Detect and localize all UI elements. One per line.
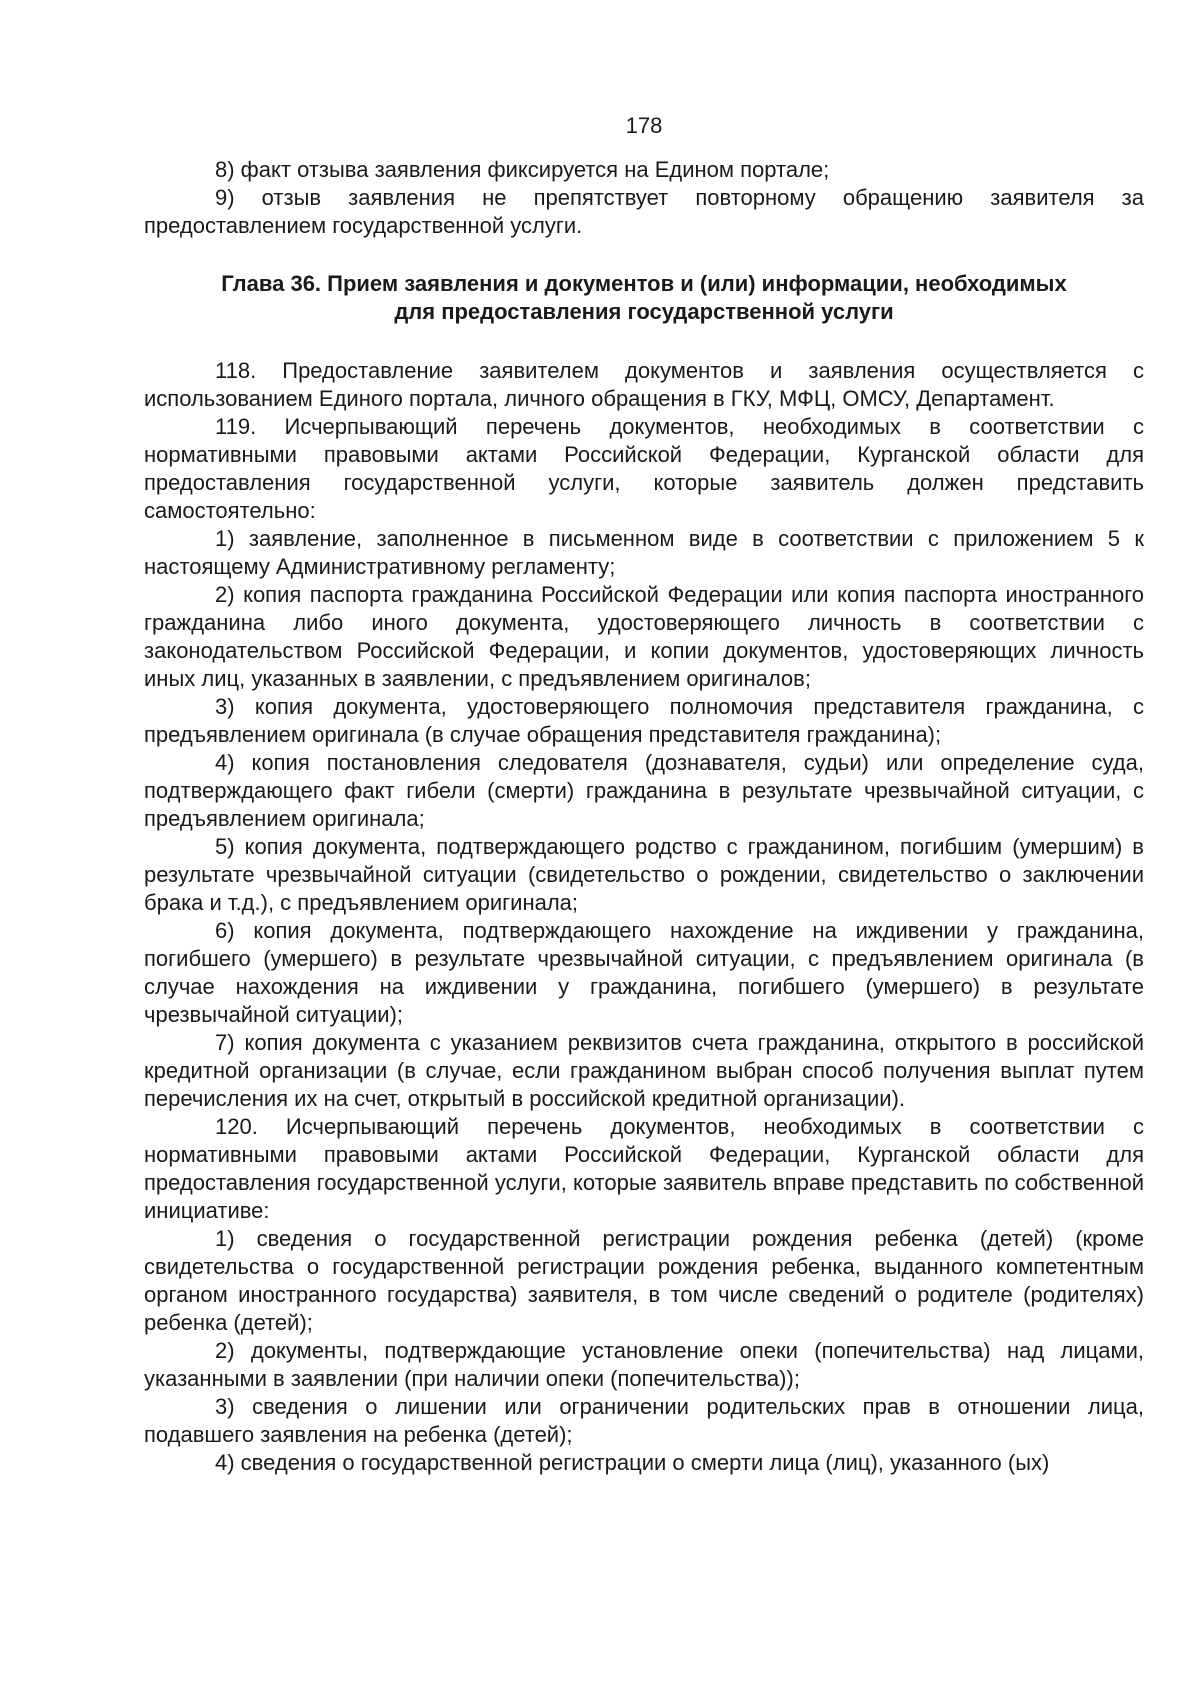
paragraph-119-item-4: 4) копия постановления следователя (дознавателя, судьи) или определение суда, подтверждающего факт гибели (смерти) гражданина в результате чрезвычайной ситуации, с предъявлением оригинала; — [144, 750, 1144, 831]
paragraph-120: 120. Исчерпывающий перечень документов, необходимых в соответствии с нормативными правовыми актами Российской Федерации, Курганской области для предоставления государственной услуги, которые заявитель вправе представить по собственной инициативе: — [144, 1114, 1144, 1223]
paragraph-118: 118. Предоставление заявителем документов и заявления осуществляется с использованием Единого портала, личного обращения в ГКУ, МФЦ, ОМСУ, Департамент. — [144, 358, 1144, 411]
paragraph-120-item-1: 1) сведения о государственной регистрации рождения ребенка (детей) (кроме свидетельства о государственной регистрации рождения ребенка, выданного компетентным органом иностранного государства) заявителя, в том числе сведений о родителе (родителях) ребенка (детей); — [144, 1226, 1144, 1335]
chapter-title — [144, 270, 1144, 326]
paragraph-119-item-7: 7) копия документа с указанием реквизитов счета гражданина, открытого в российской кредитной организации (в случае, если гражданином выбран способ получения выплат путем перечисления их на счет, открытый в российской кредитной организации). — [144, 1030, 1144, 1111]
paragraph-120-item-4: 4) сведения о государственной регистрации о смерти лица (лиц), указанного (ых) — [215, 1450, 1050, 1475]
paragraph-119-item-3: 3) копия документа, удостоверяющего полномочия представителя гражданина, с предъявлением оригинала (в случае обращения представителя гражданина); — [144, 694, 1144, 747]
paragraph-119: 119. Исчерпывающий перечень документов, необходимых в соответствии с нормативными правовыми актами Российской Федерации, Курганской области для предоставления государственной услуги, которые заявитель должен представить самостоятельно: — [144, 414, 1144, 523]
paragraph-119-item-5: 5) копия документа, подтверждающего родство с гражданином, погибшим (умершим) в результате чрезвычайной ситуации (свидетельство о рождении, свидетельство о заключении брака и т.д.), с предъявлением оригинала; — [144, 834, 1144, 915]
paragraph-item-8: 8) факт отзыва заявления фиксируется на Едином портале; — [215, 157, 830, 182]
paragraph-item-9: 9) отзыв заявления не препятствует повторному обращению заявителя за предоставлением государственной услуги. — [144, 185, 1144, 238]
paragraph-119-item-1: 1) заявление, заполненное в письменном виде в соответствии с приложением 5 к настоящему Административному регламенту; — [144, 526, 1144, 579]
paragraph-119-item-6: 6) копия документа, подтверждающего нахождение на иждивении у гражданина, погибшего (умершего) в результате чрезвычайной ситуации, с предъявлением оригинала (в случае нахождения на иждивении у гражданина, погибшего (умершего) в результате чрезвычайной ситуации); — [144, 918, 1144, 1027]
page-number: 178 — [625, 113, 663, 138]
chapter-title-line-2: для предоставления государственной услуги — [394, 299, 894, 324]
paragraph-120-item-3: 3) сведения о лишении или ограничении родительских прав в отношении лица, подавшего заявления на ребенка (детей); — [144, 1394, 1144, 1447]
chapter-title-line-1: Глава 36. Прием заявления и документов и (или) информации, необходимых — [221, 271, 1067, 296]
paragraph-120-item-2: 2) документы, подтверждающие установление опеки (попечительства) над лицами, указанными в заявлении (при наличии опеки (попечительства)); — [144, 1338, 1144, 1391]
paragraph-119-item-2: 2) копия паспорта гражданина Российской Федерации или копия паспорта иностранного гражданина либо иного документа, удостоверяющего личность в соответствии с законодательством Российской Федерации, и копии документов, удостоверяющих личность иных лиц, указанных в заявлении, с предъявлением оригиналов; — [144, 582, 1144, 691]
document-page — [144, 112, 1144, 1477]
